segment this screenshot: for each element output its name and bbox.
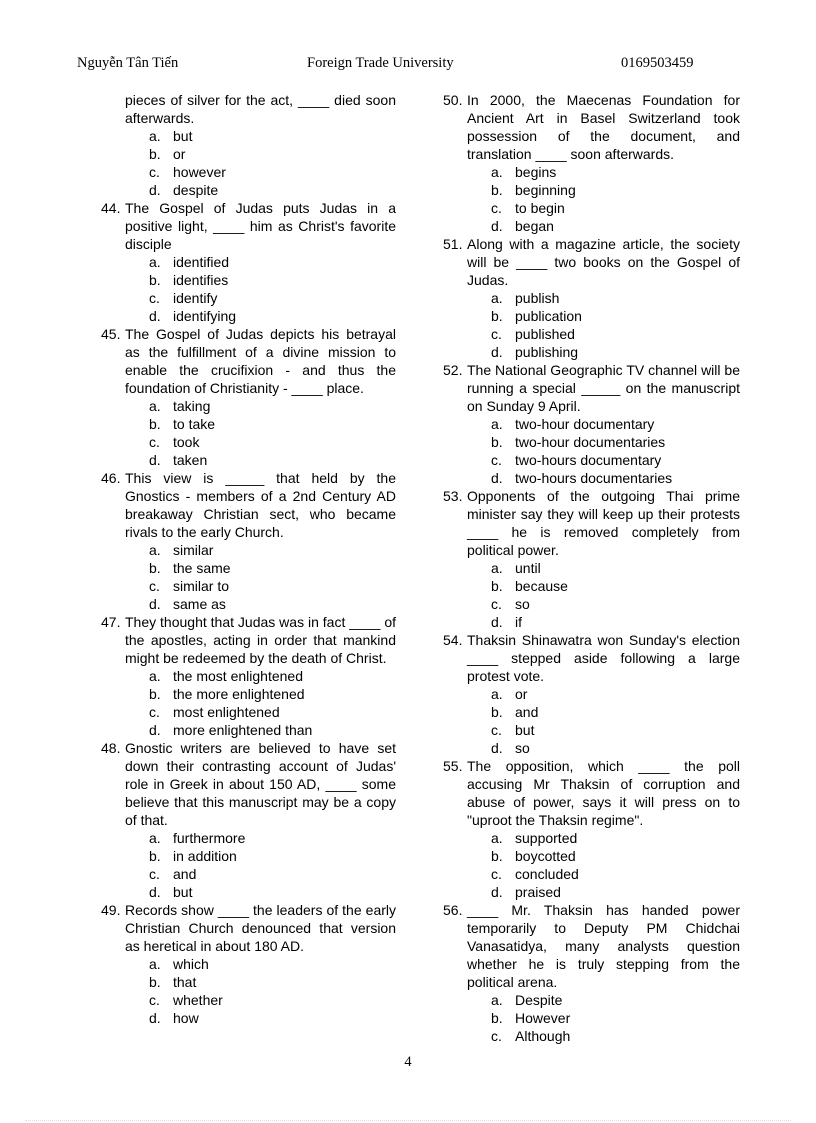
option-text: the more enlightened (173, 686, 305, 702)
option-text: more enlightened than (173, 722, 313, 738)
header-author: Nguyễn Tân Tiến (77, 55, 179, 71)
option-letter: d. (149, 596, 161, 612)
option (443, 577, 740, 595)
option (101, 433, 396, 451)
question-text: This view is _____ that held by the Gnostics - members of a 2nd Century AD breakaway Christian sect, who became rivals to the early Church. (125, 470, 396, 540)
option-text: if (515, 614, 522, 630)
option (443, 559, 740, 577)
option-letter: d. (149, 884, 161, 900)
option-text: identify (173, 290, 218, 306)
option-text: However (515, 1010, 571, 1026)
option-letter: a. (149, 398, 161, 414)
option-letter: d. (491, 218, 503, 234)
option-letter: c. (491, 866, 502, 882)
option-letter: c. (149, 866, 160, 882)
option (101, 955, 396, 973)
option-text: that (173, 974, 197, 990)
option-letter: c. (149, 992, 160, 1008)
option (443, 721, 740, 739)
header-school: Foreign Trade University (307, 55, 454, 71)
right-question-list (443, 91, 740, 1045)
option-text: same as (173, 596, 226, 612)
option (101, 703, 396, 721)
option (443, 325, 740, 343)
option (101, 829, 396, 847)
question-number: 44. (101, 200, 121, 216)
option-text: which (173, 956, 209, 972)
left-question-list (101, 199, 396, 1027)
option-letter: b. (491, 182, 503, 198)
option-letter: c. (491, 722, 502, 738)
question-text: Records show ____ the leaders of the early Christian Church denounced that version as heretical in about 180 AD. (125, 902, 396, 954)
option (443, 685, 740, 703)
option (443, 469, 740, 487)
question (101, 739, 396, 829)
option-letter: d. (491, 344, 503, 360)
question (101, 469, 396, 541)
option-list (101, 253, 396, 325)
question (443, 361, 740, 415)
option-text: furthermore (173, 830, 246, 846)
option-text: identified (173, 254, 230, 270)
option-text: or (515, 686, 528, 702)
continued-options (101, 127, 396, 199)
option (443, 343, 740, 361)
option (443, 1027, 740, 1045)
option-letter: b. (149, 686, 161, 702)
option-letter: a. (491, 416, 503, 432)
option-letter: d. (491, 884, 503, 900)
option-text: concluded (515, 866, 579, 882)
header-phone: 0169503459 (621, 55, 694, 71)
option-list (443, 289, 740, 361)
option-letter: d. (491, 740, 503, 756)
option (443, 829, 740, 847)
option-letter: c. (491, 596, 502, 612)
option-text: but (515, 722, 535, 738)
option-text: to take (173, 416, 216, 432)
option (443, 307, 740, 325)
question-number: 48. (101, 740, 121, 756)
option (443, 181, 740, 199)
option-letter: d. (149, 452, 161, 468)
option: a. but (149, 128, 193, 144)
option-letter: b. (149, 560, 161, 576)
option (101, 847, 396, 865)
option (101, 559, 396, 577)
option (101, 397, 396, 415)
option-list (101, 667, 396, 739)
option-text: taken (173, 452, 208, 468)
question-number: 50. (443, 92, 463, 108)
question-text: Thaksin Shinawatra won Sunday's election ____ stepped aside following a large protest vote. (467, 632, 740, 684)
option (101, 541, 396, 559)
question-text: Along with a magazine article, the society will be ____ two books on the Gospel of Judas. (467, 236, 740, 288)
question-text: They thought that Judas was in fact ____ of the apostles, acting in order that mankind might be redeemed by the death of Christ. (125, 614, 396, 666)
option (101, 307, 396, 325)
option-letter: b. (149, 272, 161, 288)
question (443, 235, 740, 289)
option-text: two-hour documentary (515, 416, 655, 432)
option (443, 289, 740, 307)
option (101, 289, 396, 307)
option (443, 217, 740, 235)
option (443, 865, 740, 883)
question-number: 47. (101, 614, 121, 630)
option-text: because (515, 578, 568, 594)
option-list (443, 559, 740, 631)
option-letter: b. (149, 974, 161, 990)
option-letter: c. (491, 326, 502, 342)
question-text: ____ Mr. Thaksin has handed power temporarily to Deputy PM Chidchai Vanasatidya, many analysts question whether he is truly stepping from the political arena. (467, 902, 740, 990)
option-text: identifies (173, 272, 229, 288)
option-text: until (515, 560, 541, 576)
option (443, 415, 740, 433)
option-letter: a. (491, 830, 503, 846)
option-letter: b. (149, 848, 161, 864)
option: b. or (149, 146, 186, 162)
option-text: took (173, 434, 200, 450)
option-text: so (515, 596, 530, 612)
option-text: and (173, 866, 197, 882)
continued-question-text: pieces of silver for the act, ____ died soon afterwards. (125, 92, 396, 126)
option: c. however (149, 164, 226, 180)
page-bottom-rule (25, 1120, 791, 1121)
option-letter: d. (491, 470, 503, 486)
option-letter: d. (149, 308, 161, 324)
option-letter: c. (149, 290, 160, 306)
option (101, 577, 396, 595)
continued-question (101, 91, 396, 127)
option-text: similar to (173, 578, 230, 594)
option (101, 667, 396, 685)
option-text: publication (515, 308, 582, 324)
option-text: supported (515, 830, 578, 846)
option-text: but (173, 884, 193, 900)
option-letter: a. (491, 686, 503, 702)
option-letter: c. (149, 704, 160, 720)
option (443, 1009, 740, 1027)
option (101, 253, 396, 271)
option-text: identifying (173, 308, 237, 324)
left-column (101, 91, 396, 1027)
option-letter: b. (491, 434, 503, 450)
option-text: began (515, 218, 554, 234)
question (443, 901, 740, 991)
option-text: taking (173, 398, 211, 414)
option-text: publishing (515, 344, 579, 360)
option-letter: c. (149, 434, 160, 450)
question (443, 631, 740, 685)
question-text: The Gospel of Judas puts Judas in a positive light, ____ him as Christ's favorite disciple (125, 200, 396, 252)
right-column (443, 91, 740, 1045)
option-text: and (515, 704, 539, 720)
option (101, 685, 396, 703)
question (101, 613, 396, 667)
option-letter: c. (149, 578, 160, 594)
option-text: begins (515, 164, 557, 180)
option (443, 163, 740, 181)
option-letter: a. (491, 992, 503, 1008)
option (443, 991, 740, 1009)
option-list (443, 829, 740, 901)
option-letter: c. (491, 1028, 502, 1044)
option (101, 271, 396, 289)
option-text: the same (173, 560, 231, 576)
option: d. despite (149, 182, 219, 198)
option-letter: d. (491, 614, 503, 630)
question (443, 757, 740, 829)
option-text: publish (515, 290, 560, 306)
question-number: 53. (443, 488, 463, 504)
question (101, 325, 396, 397)
option-text: in addition (173, 848, 237, 864)
option (443, 703, 740, 721)
question-text: In 2000, the Maecenas Foundation for Ancient Art in Basel Switzerland took possession of the document, and translation ____ soon afterwards. (467, 92, 740, 162)
question (443, 487, 740, 559)
option-list (443, 685, 740, 757)
question-text: Opponents of the outgoing Thai prime minister say they will keep up their protests ____ he is removed completely from political power. (467, 488, 740, 558)
question-number: 52. (443, 362, 463, 378)
question (101, 901, 396, 955)
option-list (443, 991, 740, 1045)
option-letter: a. (149, 956, 161, 972)
option-letter: c. (491, 452, 502, 468)
option-list (443, 415, 740, 487)
question-number: 55. (443, 758, 463, 774)
option-list (443, 163, 740, 235)
question-text: The Gospel of Judas depicts his betrayal as the fulfillment of a divine mission to enable the crucifixion - and thus the foundation of Christianity - ____ place. (125, 326, 396, 396)
option (443, 613, 740, 631)
question-text: The opposition, which ____ the poll accusing Mr Thaksin of corruption and abuse of power, says it will press on to "uproot the Thaksin regime". (467, 758, 740, 828)
option-letter: a. (491, 164, 503, 180)
option-letter: a. (149, 542, 161, 558)
option-letter: b. (491, 704, 503, 720)
option (443, 883, 740, 901)
option (443, 739, 740, 757)
option (443, 451, 740, 469)
option-list (101, 541, 396, 613)
option-letter: b. (491, 308, 503, 324)
option (101, 973, 396, 991)
question-number: 56. (443, 902, 463, 918)
option (101, 883, 396, 901)
option (101, 451, 396, 469)
option (101, 865, 396, 883)
option (443, 433, 740, 451)
option-text: how (173, 1010, 199, 1026)
option (101, 721, 396, 739)
option-letter: b. (491, 848, 503, 864)
option-list (101, 955, 396, 1027)
option-text: praised (515, 884, 561, 900)
question-number: 45. (101, 326, 121, 342)
option-letter: b. (491, 1010, 503, 1026)
page-number: 4 (404, 1054, 412, 1070)
option-letter: d. (149, 1010, 161, 1026)
option-text: to begin (515, 200, 565, 216)
question-number: 51. (443, 236, 463, 252)
option-letter: b. (149, 416, 161, 432)
option (443, 847, 740, 865)
option-text: two-hours documentary (515, 452, 662, 468)
option-text: beginning (515, 182, 576, 198)
option-text: published (515, 326, 575, 342)
option (443, 595, 740, 613)
option-letter: a. (149, 254, 161, 270)
option (443, 199, 740, 217)
option (101, 991, 396, 1009)
question-text: Gnostic writers are believed to have set down their contrasting account of Judas' role in Greek in about 150 AD, ____ some believe that this manuscript may be a copy of that. (125, 740, 396, 828)
option-text: the most enlightened (173, 668, 303, 684)
question (101, 199, 396, 253)
question-number: 49. (101, 902, 121, 918)
question (443, 91, 740, 163)
option-letter: a. (149, 830, 161, 846)
question-number: 54. (443, 632, 463, 648)
option (101, 595, 396, 613)
option-letter: b. (491, 578, 503, 594)
option-text: boycotted (515, 848, 576, 864)
option-letter: d. (149, 722, 161, 738)
option-letter: a. (149, 668, 161, 684)
option-letter: a. (491, 560, 503, 576)
option-letter: c. (491, 200, 502, 216)
option-list (101, 397, 396, 469)
option-text: most enlightened (173, 704, 280, 720)
option (101, 1009, 396, 1027)
question-text: The National Geographic TV channel will be running a special _____ on the manuscript on Sunday 9 April. (467, 362, 740, 414)
option (101, 415, 396, 433)
option-text: two-hour documentaries (515, 434, 666, 450)
option-letter: a. (491, 290, 503, 306)
option-text: so (515, 740, 530, 756)
option-list (101, 829, 396, 901)
option-text: Despite (515, 992, 563, 1008)
option-text: Although (515, 1028, 571, 1044)
option-text: two-hours documentaries (515, 470, 673, 486)
option-text: similar (173, 542, 214, 558)
question-number: 46. (101, 470, 121, 486)
option-text: whether (173, 992, 223, 1008)
